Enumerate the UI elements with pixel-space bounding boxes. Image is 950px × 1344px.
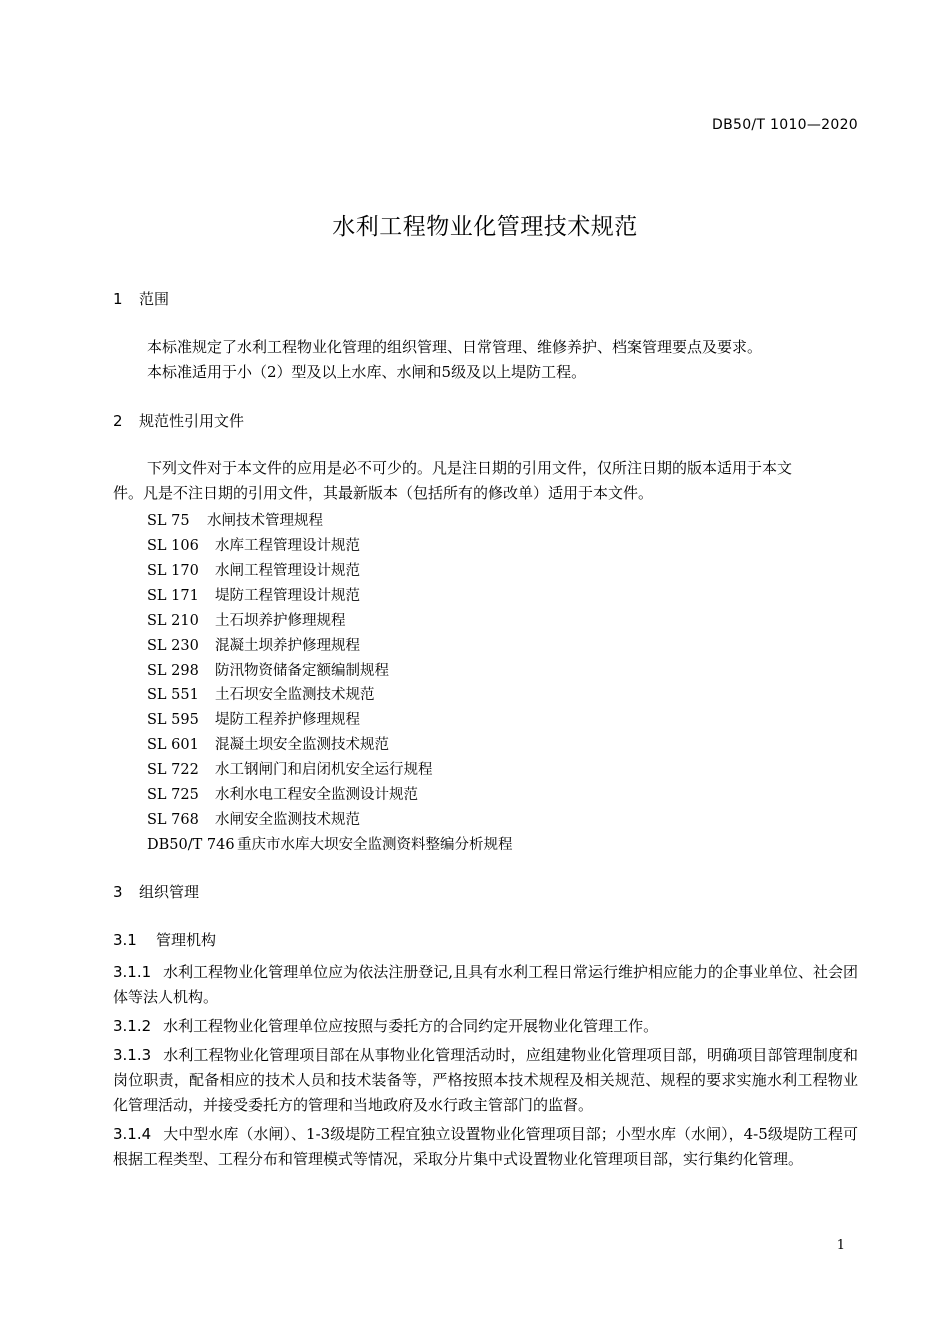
reference-code: SL 551	[147, 687, 199, 703]
reference-name: 混凝土坝安全监测技术规范	[215, 737, 389, 753]
section-heading-2	[113, 410, 244, 431]
section-title: 范围	[139, 290, 170, 308]
reference-item	[147, 559, 360, 580]
section-number: 3	[113, 883, 123, 901]
reference-code: SL 75	[147, 513, 190, 529]
reference-code: SL 106	[147, 538, 199, 554]
subsection-number: 3.1	[113, 931, 137, 949]
reference-name: 水闸安全监测技术规范	[215, 812, 360, 828]
clause-number: 3.1.2	[113, 1017, 152, 1035]
section-number: 1	[113, 290, 123, 308]
reference-name: 水库工程管理设计规范	[215, 538, 360, 554]
clause-3-1-1	[113, 960, 858, 1010]
clause-3-1-3	[113, 1043, 858, 1118]
section-heading-3	[113, 881, 199, 902]
section-title: 规范性引用文件	[139, 412, 245, 430]
clause-text: 水利工程物业化管理单位应按照与委托方的合同约定开展物业化管理工作。	[163, 1017, 659, 1035]
reference-item	[147, 733, 389, 754]
section-heading-1	[113, 288, 169, 309]
reference-name: 水工钢闸门和启闭机安全运行规程	[215, 762, 433, 778]
clause-number: 3.1.3	[113, 1046, 152, 1064]
reference-code: SL 230	[147, 638, 199, 654]
reference-name: 堤防工程养护修理规程	[215, 712, 360, 728]
clause-number: 3.1.1	[113, 963, 152, 981]
reference-code: SL 725	[147, 787, 199, 803]
reference-item	[147, 783, 418, 804]
reference-name: 重庆市水库大坝安全监测资料整编分析规程	[237, 837, 513, 853]
reference-item	[147, 708, 360, 729]
reference-code: SL 768	[147, 812, 199, 828]
clause-3-1-2	[113, 1014, 858, 1039]
reference-item	[147, 758, 433, 779]
scope-paragraph-1: 本标准规定了水利工程物业化管理的组织管理、日常管理、维修养护、档案管理要点及要求。	[147, 338, 763, 356]
section-title: 组织管理	[139, 883, 200, 901]
reference-item	[147, 833, 513, 854]
document-code: DB50/T 1010—2020	[712, 117, 858, 133]
reference-code: SL 298	[147, 663, 199, 679]
clause-text: 水利工程物业化管理单位应为依法注册登记,且具有水利工程日常运行维护相应能力的企事业单位、社会团体等法人机构。	[113, 963, 858, 1006]
reference-name: 水利水电工程安全监测设计规范	[215, 787, 418, 803]
subsection-heading-3-1	[113, 929, 216, 950]
clause-text: 大中型水库（水闸）、1-3级堤防工程宜独立设置物业化管理项目部；小型水库（水闸），4-5级堤防工程可根据工程类型、工程分布和管理模式等情况，采取分片集中式设置物业化管理项目部，实行集约化管理。	[113, 1125, 858, 1168]
reference-item	[147, 584, 360, 605]
reference-item	[147, 659, 389, 680]
reference-name: 水闸工程管理设计规范	[215, 563, 360, 579]
reference-name: 防汛物资储备定额编制规程	[215, 663, 389, 679]
reference-item	[147, 534, 360, 555]
reference-name: 土石坝养护修理规程	[215, 613, 346, 629]
reference-code: SL 210	[147, 613, 199, 629]
reference-item	[147, 634, 360, 655]
clause-text: 水利工程物业化管理项目部在从事物业化管理活动时，应组建物业化管理项目部，明确项目部管理制度和岗位职责，配备相应的技术人员和技术装备等，严格按照本技术规程及相关规范、规程的要求实施水利工程物业化管理活动，并接受委托方的管理和当地政府及水行政主管部门的监督。	[113, 1046, 858, 1114]
reference-item	[147, 808, 360, 829]
references-intro-line-2: 件。凡是不注日期的引用文件，其最新版本（包括所有的修改单）适用于本文件。	[113, 484, 654, 502]
reference-code: DB50/T 746	[147, 837, 235, 853]
reference-item	[147, 509, 323, 530]
reference-name: 土石坝安全监测技术规范	[215, 687, 375, 703]
reference-code: SL 171	[147, 588, 199, 604]
reference-code: SL 722	[147, 762, 199, 778]
clause-3-1-4	[113, 1122, 858, 1172]
scope-paragraph-2: 本标准适用于小（2）型及以上水库、水闸和5级及以上堤防工程。	[147, 363, 587, 381]
subsection-title: 管理机构	[156, 931, 217, 949]
reference-name: 水闸技术管理规程	[207, 513, 323, 529]
reference-item	[147, 683, 375, 704]
reference-name: 混凝土坝养护修理规程	[215, 638, 360, 654]
references-intro-line-1: 下列文件对于本文件的应用是必不可少的。凡是注日期的引用文件，仅所注日期的版本适用于本文	[147, 459, 793, 477]
page-number: 1	[836, 1238, 845, 1253]
section-number: 2	[113, 412, 123, 430]
reference-code: SL 601	[147, 737, 199, 753]
reference-item	[147, 609, 346, 630]
reference-code: SL 170	[147, 563, 199, 579]
clause-number: 3.1.4	[113, 1125, 152, 1143]
reference-code: SL 595	[147, 712, 199, 728]
reference-name: 堤防工程管理设计规范	[215, 588, 360, 604]
page-title: 水利工程物业化管理技术规范	[332, 214, 638, 240]
